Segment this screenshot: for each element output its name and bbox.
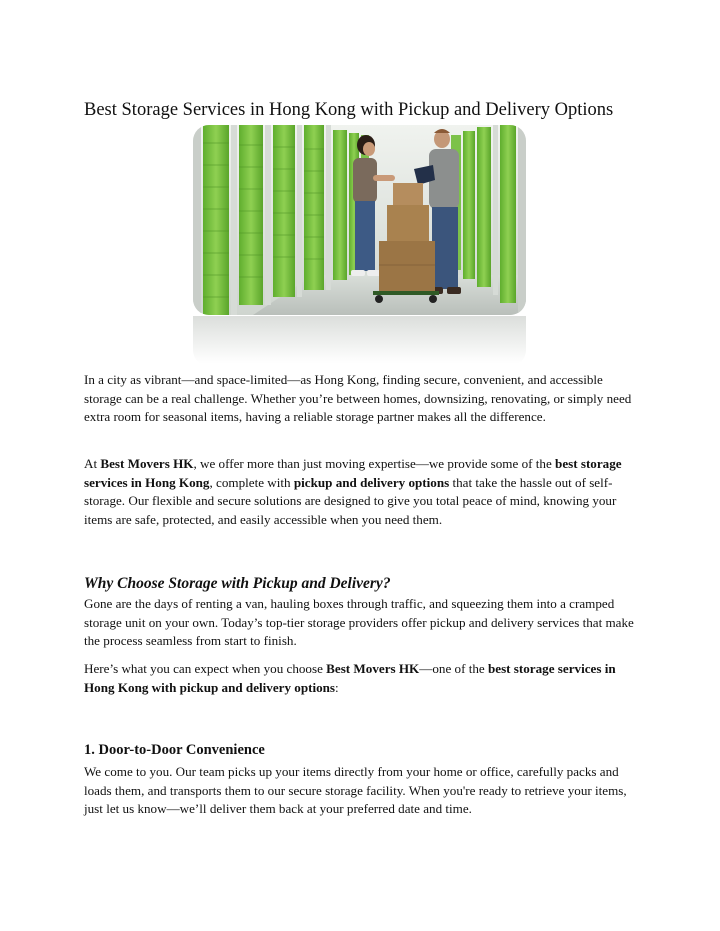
intro-paragraph-1: In a city as vibrant—and space-limited—as Hong Kong, finding secure, convenient, and accessible storage can be a real challenge. Whether you’re between homes, downsizing, renovating, or simply need extra room for seasonal items, having a reliable storage partner makes all the difference. (84, 372, 632, 425)
storage-facility-photo (193, 125, 526, 315)
door-to-door-paragraph: We come to you. Our team picks up your items directly from your home or office, carefully packs and loads them, and transports them to our secure storage facility. When you're ready to retrieve your items, just let us know—we’ll deliver them back at your preferred date and time. (84, 764, 627, 817)
image-reflection (193, 316, 526, 366)
page-title: Best Storage Services in Hong Kong with Pickup and Delivery Options (84, 100, 614, 120)
why-paragraph-1: Gone are the days of renting a van, hauling boxes through traffic, and squeezing them into a cramped storage unit on your own. Today’s top-tier storage providers offer pickup and delivery services that make the process seamless from start to finish. (84, 596, 634, 649)
why-paragraph-2: Here’s what you can expect when you choose Best Movers HK—one of the best storage services in Hong Kong with pickup and delivery options: (84, 661, 616, 695)
hero-image (193, 125, 526, 365)
section-heading-door-to-door: 1. Door-to-Door Convenience (84, 742, 265, 758)
section-heading-why: Why Choose Storage with Pickup and Delivery? (84, 575, 391, 592)
intro-paragraph-2: At Best Movers HK, we offer more than just moving expertise—we provide some of the best storage services in Hong Kong, complete with pickup and delivery options that take the hassle out of self-storage. Our flexible and secure solutions are designed to give you total peace of mind, knowing your items are safe, protected, and easily accessible when you need them. (84, 456, 622, 527)
